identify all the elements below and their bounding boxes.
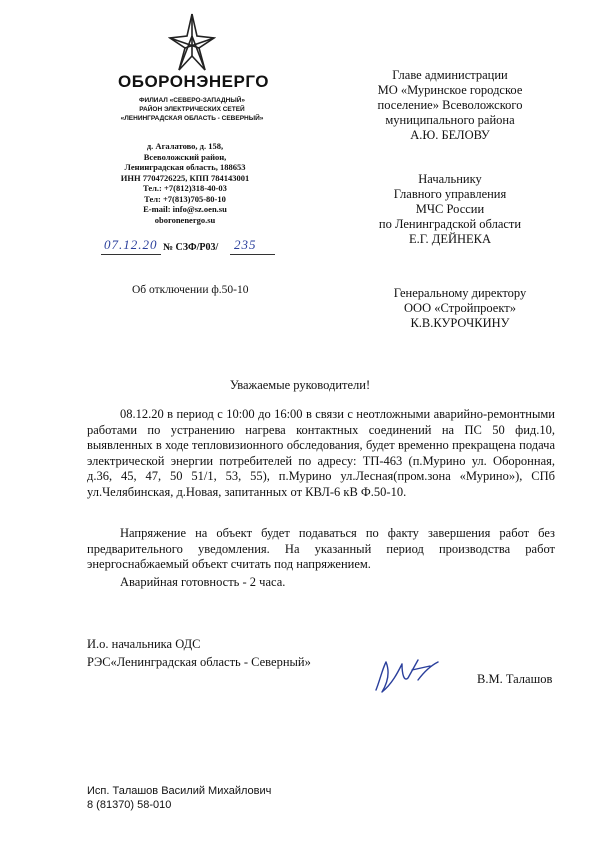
addressee-line: Начальнику xyxy=(418,172,482,186)
addressee-line: К.В.КУРОЧКИНУ xyxy=(410,316,510,330)
branch-line: РАЙОН ЭЛЕКТРИЧЕСКИХ СЕТЕЙ xyxy=(139,106,245,113)
addressee-line: А.Ю. БЕЛОВУ xyxy=(410,128,490,142)
address-line: Ленинградская область, 188653 xyxy=(124,162,246,172)
addressee-line: Главного управления xyxy=(393,187,507,201)
executor-info xyxy=(87,784,271,812)
address-line: E-mail: info@sz.oen.su xyxy=(143,204,227,214)
document-number-prefix: № СЗФ/Р03/ xyxy=(163,242,219,253)
position-line: И.о. начальника ОДС xyxy=(87,637,201,651)
branch-info xyxy=(118,96,266,123)
addressee-line: муниципального района xyxy=(385,113,515,127)
addressee-emergency xyxy=(330,172,570,247)
signatory-position xyxy=(87,635,311,671)
addressee-line: Генеральному директору xyxy=(393,286,527,300)
address-line: ИНН 7704726225, КПП 784143001 xyxy=(120,172,250,183)
company-address xyxy=(100,141,270,225)
body-paragraph-2: Напряжение на объект будет подаваться по факту завершения работ без предварительного уведомления. На указанный период производства работ энергоснабжаемый объект считать под напряжением. xyxy=(87,526,555,571)
address-line: Всеволожский район, xyxy=(143,151,227,162)
date-underline xyxy=(101,254,161,255)
company-brand: ОБОРОНЭНЕРГО xyxy=(118,72,269,91)
executor-phone: 8 (81370) 58-010 xyxy=(87,799,172,811)
addressee-line: поселение» Всеволожского xyxy=(377,98,523,112)
address-line: Тел: +7(813)705-80-10 xyxy=(144,193,226,204)
handwritten-date: 07.12.20 xyxy=(104,237,158,252)
addressee-line: по Ленинградской области xyxy=(378,217,522,231)
addressee-administration xyxy=(330,68,570,143)
address-line: oboronenergo.su xyxy=(154,214,216,225)
signatory-name: В.М. Талашов xyxy=(477,672,553,686)
position-line: РЭС«Ленинградская область - Северный» xyxy=(87,655,311,669)
address-line: д. Агалатово, д. 158, xyxy=(146,141,224,151)
address-line: Тел.: +7(812)318-40-03 xyxy=(143,183,227,193)
salutation: Уважаемые руководители! xyxy=(229,378,371,392)
addressee-line: Главе администрации xyxy=(392,68,508,82)
addressee-line: МЧС России xyxy=(415,202,485,216)
company-logo-star-icon xyxy=(168,12,216,74)
addressee-line: Е.Г. ДЕЙНЕКА xyxy=(408,232,492,246)
number-underline xyxy=(230,254,275,255)
document-subject: Об отключении ф.50-10 xyxy=(132,284,249,296)
body-paragraph-1: 08.12.20 в период с 10:00 до 16:00 в связи с неотложными аварийно-ремонтными работами по устранению нагрева контактных соединений на ПС 50 фид.10, выявленных в ходе тепловизионного обследования, будет временно прекращена подача электрической энергии потребителей по адресу: ТП-463 (п.Мурино ул. Оборонная, д.36, 45, 47, 50 51/1, 53, 55), п.Мурино ул.Лесная(пром.зона «Мурино»), СПб ул.Челябинская, д.Новая, запитанных от КВЛ-6 кВ Ф.50-10. xyxy=(87,407,555,499)
addressee-company xyxy=(340,286,580,331)
handwritten-number: 235 xyxy=(234,237,257,252)
body-paragraph-3: Аварийная готовность - 2 часа. xyxy=(120,575,286,589)
handwritten-signature xyxy=(368,650,448,698)
addressee-line: МО «Муринское городское xyxy=(377,83,523,97)
executor-name: Исп. Талашов Василий Михайлович xyxy=(87,785,272,797)
addressee-line: ООО «Стройпроект» xyxy=(404,301,516,315)
branch-line: «ЛЕНИНГРАДСКАЯ ОБЛАСТЬ - СЕВЕРНЫЙ» xyxy=(120,115,264,122)
branch-line: ФИЛИАЛ «СЕВЕРО-ЗАПАДНЫЙ» xyxy=(139,97,245,104)
